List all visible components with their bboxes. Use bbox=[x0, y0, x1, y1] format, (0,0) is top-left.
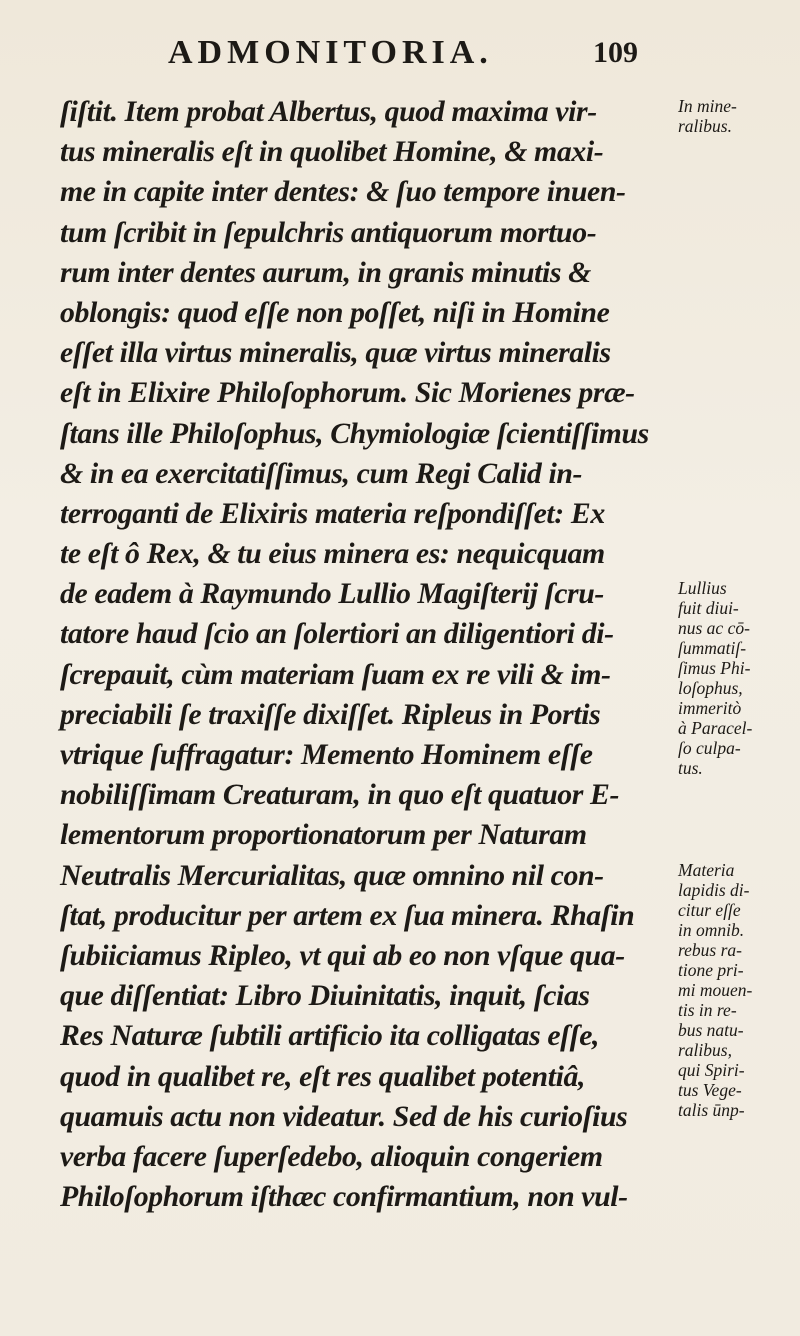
text-line: & in ea exercitatiſſimus, cum Regi Calid in- bbox=[60, 456, 583, 490]
text-line: Philoſophorum iſthæc confirmantium, non vul- bbox=[60, 1180, 628, 1214]
margin-note-line: tis in re- bbox=[678, 999, 737, 1020]
margin-note bbox=[678, 578, 796, 778]
margin-note-line: ſo culpa- bbox=[678, 738, 741, 759]
text-line: tatore haud ſcio an ſolertiori an diligentiori di- bbox=[60, 617, 614, 651]
text-line: de eadem à Raymundo Lullio Magiſterij ſcru- bbox=[60, 577, 604, 611]
text-line: rum inter dentes aurum, in granis minutis & bbox=[60, 255, 591, 289]
margin-note-line: fuit diui- bbox=[678, 598, 739, 619]
text-line: eſſet illa virtus mineralis, quæ virtus mineralis bbox=[60, 336, 611, 370]
margin-note bbox=[678, 96, 796, 136]
text-line: preciabili ſe traxiſſe dixiſſet. Ripleus in Portis bbox=[60, 697, 601, 731]
page-number: 109 bbox=[593, 36, 638, 69]
margin-note-line: ralibus. bbox=[678, 116, 732, 136]
text-line: nobiliſſimam Creaturam, in quo eſt quatuor E- bbox=[60, 778, 619, 812]
text-line: Neutralis Mercurialitas, quæ omnino nil con- bbox=[60, 858, 604, 892]
margin-note-line: tus Vege- bbox=[678, 1079, 742, 1100]
text-line: tum ſcribit in ſepulchris antiquorum mortuo- bbox=[60, 215, 597, 249]
text-line: que diſſentiat: Libro Diuinitatis, inquit, ſcias bbox=[60, 979, 590, 1013]
margin-note-line: loſophus, bbox=[678, 678, 743, 699]
margin-note-line: ralibus, bbox=[678, 1039, 732, 1060]
margin-note-line: immeritò bbox=[678, 698, 742, 719]
text-line: quamuis actu non videatur. Sed de his curioſius bbox=[60, 1099, 628, 1133]
margin-note-line: ſimus Phi- bbox=[678, 658, 751, 679]
margin-note-line: tus. bbox=[678, 758, 703, 779]
text-line: me in capite inter dentes: & ſuo tempore inuen- bbox=[60, 175, 626, 209]
text-line: ſtat, producitur per artem ex ſua minera. Rhaſin bbox=[60, 898, 635, 932]
margin-note-line: qui Spiri- bbox=[678, 1059, 745, 1080]
margin-note-line: in omnib. bbox=[678, 919, 745, 940]
text-line: eſt in Elixire Philoſophorum. Sic Morienes præ- bbox=[60, 376, 635, 410]
text-line: vtrique ſuffragatur: Memento Hominem eſſe bbox=[60, 738, 593, 771]
margin-note-line: mi mouen- bbox=[678, 979, 753, 1000]
text-line: lementorum proportionatorum per Naturam bbox=[60, 818, 587, 852]
margin-note-line: citur eſſe bbox=[678, 899, 741, 920]
margin-note-line: Materia bbox=[678, 859, 735, 880]
text-line: tus mineralis eſt in quolibet Homine, & maxi- bbox=[60, 135, 604, 169]
text-line: ſcrepauit, cùm materiam ſuam ex re vili & im- bbox=[60, 657, 611, 691]
margin-note-line: talis ūnp- bbox=[678, 1099, 745, 1120]
text-line: oblongis: quod eſſe non poſſet, niſi in Homine bbox=[60, 295, 610, 329]
margin-note-line: ſummatiſ- bbox=[678, 638, 747, 659]
margin-note-line: bus natu- bbox=[678, 1019, 744, 1040]
text-line: quod in qualibet re, eſt res qualibet potentiâ, bbox=[60, 1059, 586, 1093]
margin-note-line: à Paracel- bbox=[678, 718, 753, 739]
main-text bbox=[60, 92, 680, 1217]
margin-note-line: lapidis di- bbox=[678, 879, 750, 900]
margin-note-line: In mine- bbox=[678, 96, 737, 116]
running-title: ADMONITORIA. bbox=[168, 34, 493, 71]
text-line: verba facere ſuperſedebo, alioquin congeriem bbox=[60, 1139, 603, 1173]
margin-note-line: rebus ra- bbox=[678, 939, 743, 960]
margin-note-line: tione pri- bbox=[678, 959, 744, 980]
margin-note-line: nus ac cō- bbox=[678, 618, 750, 639]
margin-note-line: Lullius bbox=[678, 578, 727, 599]
text-line: Res Naturæ ſubtili artificio ita colligatas eſſe, bbox=[60, 1019, 600, 1053]
text-line: ſtans ille Philoſophus, Chymiologiæ ſcientiſſimus bbox=[60, 416, 649, 450]
text-line: ſubiiciamus Ripleo, vt qui ab eo non vſque qua- bbox=[60, 938, 625, 972]
text-line: terroganti de Elixiris materia reſpondiſſet: Ex bbox=[60, 496, 605, 530]
margin-note bbox=[678, 860, 796, 1120]
text-line: te eſt ô Rex, & tu eius minera es: nequicquam bbox=[60, 537, 605, 571]
text-line: ſiſtit. Item probat Albertus, quod maxima vir- bbox=[60, 95, 597, 128]
running-header bbox=[168, 34, 638, 80]
margin-notes bbox=[678, 92, 796, 1312]
